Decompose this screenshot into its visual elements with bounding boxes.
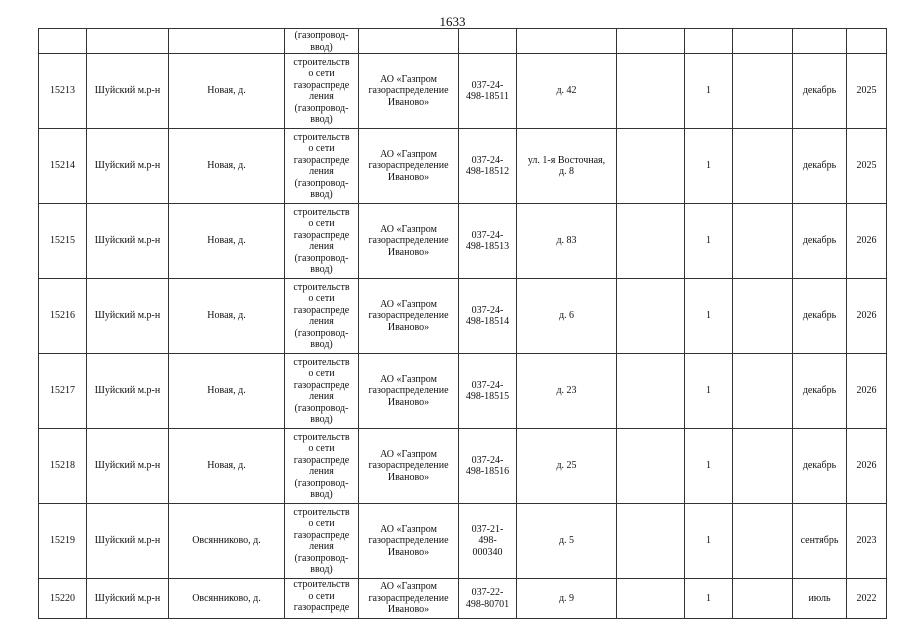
cell-number: 15217	[39, 354, 87, 429]
cell-line: АО «Газпром	[380, 223, 437, 235]
cell-organization	[359, 579, 459, 619]
cell-year: 2026	[847, 204, 887, 279]
cell-empty	[359, 29, 459, 54]
cell-line: 498-	[478, 535, 497, 547]
cell-line: строительств	[293, 131, 350, 143]
cell-organization	[359, 429, 459, 504]
cell-empty	[733, 54, 793, 129]
cell-code	[459, 429, 517, 504]
cell-line: газораспреде	[293, 79, 350, 91]
cell-year: 2025	[847, 129, 887, 204]
cell-district: Шуйский м.р-н	[87, 354, 169, 429]
cell-year: 2022	[847, 579, 887, 619]
cell-line: 037-24-	[471, 454, 504, 466]
cell-line: ления	[309, 316, 334, 327]
cell-organization	[359, 129, 459, 204]
cell-address	[517, 129, 617, 204]
cell-line: 037-21-	[471, 523, 504, 535]
cell-district: Шуйский м.р-н	[87, 504, 169, 579]
cell-line: АО «Газпром	[380, 73, 437, 85]
cell-quantity: 1	[685, 129, 733, 204]
cell-purpose	[285, 204, 359, 279]
cell-quantity: 1	[685, 579, 733, 619]
cell-organization	[359, 354, 459, 429]
cell-line: о сети	[308, 518, 335, 529]
cell-line: ул. 1-я Восточная,	[527, 154, 606, 166]
cell-line: 037-24-	[471, 229, 504, 241]
table-row	[39, 279, 887, 354]
cell-empty	[617, 504, 685, 579]
cell-line: ввод)	[310, 114, 333, 125]
cell-line: 037-22-	[471, 587, 504, 598]
table-body	[39, 29, 887, 619]
cell-line: о сети	[308, 443, 335, 454]
cell-line: ввод)	[310, 489, 333, 500]
cell-line: о сети	[308, 143, 335, 154]
cell-empty	[733, 204, 793, 279]
cell-empty	[733, 504, 793, 579]
cell-year: 2023	[847, 504, 887, 579]
cell-code	[459, 354, 517, 429]
cell-line: газораспреде	[293, 529, 350, 541]
cell-purpose	[285, 504, 359, 579]
cell-line: (газопровод-	[294, 552, 349, 564]
cell-line: строительств	[293, 56, 350, 68]
cell-month: июль	[793, 579, 847, 619]
cell-code	[459, 54, 517, 129]
cell-district: Шуйский м.р-н	[87, 579, 169, 619]
cell-line: Иваново»	[387, 96, 430, 108]
cell-line: газораспределение	[368, 592, 449, 604]
cell-code	[459, 204, 517, 279]
cell-line: о сети	[308, 590, 335, 602]
cell-address	[517, 279, 617, 354]
cell-address	[517, 354, 617, 429]
table-row	[39, 204, 887, 279]
cell-line: о сети	[308, 68, 335, 79]
cell-line: д. 42	[556, 85, 577, 97]
cell-locality: Новая, д.	[169, 354, 285, 429]
cell-empty	[617, 29, 685, 54]
cell-line: Иваново»	[387, 471, 430, 483]
cell-empty	[733, 354, 793, 429]
cell-line: ления	[309, 466, 334, 477]
cell-line: строительств	[293, 281, 350, 293]
cell-line: газораспределение	[368, 385, 449, 397]
cell-quantity: 1	[685, 204, 733, 279]
cell-code	[459, 129, 517, 204]
cell-purpose	[285, 29, 359, 54]
cell-month: декабрь	[793, 204, 847, 279]
cell-empty	[733, 429, 793, 504]
cell-year: 2025	[847, 54, 887, 129]
cell-locality: Новая, д.	[169, 54, 285, 129]
cell-code	[459, 279, 517, 354]
cell-line: газораспределение	[368, 535, 449, 547]
cell-quantity: 1	[685, 54, 733, 129]
cell-district: Шуйский м.р-н	[87, 54, 169, 129]
cell-line: Иваново»	[387, 546, 430, 558]
cell-line: Иваново»	[387, 246, 430, 258]
cell-empty	[617, 204, 685, 279]
cell-line: Иваново»	[387, 321, 430, 333]
table-row	[39, 429, 887, 504]
cell-locality: Новая, д.	[169, 429, 285, 504]
cell-organization	[359, 204, 459, 279]
cell-empty	[733, 29, 793, 54]
cell-line: (газопровод-	[294, 102, 349, 114]
cell-line: о сети	[308, 293, 335, 304]
table-row	[39, 354, 887, 429]
cell-month: декабрь	[793, 354, 847, 429]
cell-line: АО «Газпром	[380, 448, 437, 460]
cell-quantity: 1	[685, 279, 733, 354]
cell-number: 15220	[39, 579, 87, 619]
cell-line: газораспределение	[368, 460, 449, 472]
cell-line: строительств	[293, 356, 350, 368]
cell-empty	[685, 29, 733, 54]
cell-line: (газопровод-	[294, 402, 349, 414]
cell-line: 037-24-	[471, 79, 504, 91]
cell-empty	[617, 579, 685, 619]
cell-district: Шуйский м.р-н	[87, 204, 169, 279]
cell-address	[517, 204, 617, 279]
cell-line: строительств	[293, 206, 350, 218]
cell-line: д. 9	[558, 592, 575, 604]
cell-empty	[733, 129, 793, 204]
cell-month: декабрь	[793, 129, 847, 204]
cell-empty	[733, 579, 793, 619]
cell-line: газораспределение	[368, 160, 449, 172]
cell-organization	[359, 279, 459, 354]
cell-number: 15218	[39, 429, 87, 504]
cell-line: 037-24-	[471, 154, 504, 166]
cell-line: 498-18516	[465, 466, 510, 477]
cell-line: д. 8	[558, 166, 575, 177]
cell-number	[39, 29, 87, 54]
cell-line: ления	[309, 241, 334, 252]
cell-district: Шуйский м.р-н	[87, 279, 169, 354]
cell-year: 2026	[847, 354, 887, 429]
cell-line: 498-80701	[465, 598, 510, 610]
cell-line: 000340	[472, 546, 503, 558]
cell-line: газораспределение	[368, 85, 449, 97]
cell-line: АО «Газпром	[380, 581, 437, 593]
cell-line: строительств	[293, 506, 350, 518]
cell-address	[517, 54, 617, 129]
cell-line: 037-24-	[471, 304, 504, 316]
table-row	[39, 579, 887, 619]
cell-address	[517, 504, 617, 579]
cell-line: строительств	[293, 431, 350, 443]
cell-organization	[359, 54, 459, 129]
cell-empty	[617, 129, 685, 204]
cell-district	[87, 29, 169, 54]
cell-line: Иваново»	[387, 171, 430, 183]
page-number: 1633	[439, 14, 466, 29]
cell-purpose	[285, 129, 359, 204]
cell-month: сентябрь	[793, 504, 847, 579]
cell-line: 037-24-	[471, 379, 504, 391]
cell-number: 15216	[39, 279, 87, 354]
cell-month: декабрь	[793, 279, 847, 354]
cell-line: (газопровод-	[294, 252, 349, 264]
cell-locality: Новая, д.	[169, 204, 285, 279]
cell-line: ввод)	[310, 41, 333, 53]
cell-line: д. 23	[556, 385, 577, 397]
cell-locality: Овсянниково, д.	[169, 504, 285, 579]
cell-line: (газопровод-	[294, 477, 349, 489]
cell-purpose	[285, 279, 359, 354]
cell-line: 498-18514	[465, 316, 510, 327]
cell-line: Иваново»	[387, 604, 430, 616]
cell-quantity: 1	[685, 429, 733, 504]
cell-purpose	[285, 354, 359, 429]
cell-quantity: 1	[685, 354, 733, 429]
cell-locality: Новая, д.	[169, 129, 285, 204]
table-row	[39, 129, 887, 204]
cell-purpose	[285, 429, 359, 504]
cell-locality	[169, 29, 285, 54]
cell-line: д. 83	[556, 235, 577, 247]
cell-quantity: 1	[685, 504, 733, 579]
cell-line: 498-18511	[466, 91, 509, 102]
cell-line: ления	[309, 91, 334, 102]
cell-line: (газопровод-	[294, 177, 349, 189]
cell-address	[517, 579, 617, 619]
cell-empty	[793, 29, 847, 54]
cell-code	[459, 579, 517, 619]
cell-line: 498-18513	[465, 241, 510, 252]
cell-empty	[517, 29, 617, 54]
cell-line: ления	[309, 391, 334, 402]
cell-line: газораспреде	[293, 379, 350, 391]
cell-number: 15219	[39, 504, 87, 579]
cell-line: газораспреде	[293, 229, 350, 241]
cell-line: д. 6	[558, 310, 575, 322]
cell-empty	[733, 279, 793, 354]
cell-line: ления	[309, 541, 334, 552]
cell-number: 15214	[39, 129, 87, 204]
gasification-register-table	[38, 28, 887, 619]
cell-number: 15213	[39, 54, 87, 129]
cell-line: газораспреде	[293, 154, 350, 166]
cell-line: Иваново»	[387, 396, 430, 408]
table-row	[39, 504, 887, 579]
table-row	[39, 54, 887, 129]
cell-line: газораспреде	[293, 602, 350, 613]
cell-line: (газопровод-	[294, 30, 349, 41]
cell-line: ввод)	[310, 564, 333, 575]
cell-empty	[617, 429, 685, 504]
cell-line: (газопровод-	[294, 327, 349, 339]
cell-district: Шуйский м.р-н	[87, 129, 169, 204]
cell-locality: Овсянниково, д.	[169, 579, 285, 619]
cell-line: ления	[309, 166, 334, 177]
cell-line: АО «Газпром	[380, 523, 437, 535]
cell-purpose	[285, 54, 359, 129]
cell-number: 15215	[39, 204, 87, 279]
cell-line: ввод)	[310, 414, 333, 425]
cell-empty	[617, 354, 685, 429]
cell-line: д. 25	[556, 460, 577, 472]
cell-year: 2026	[847, 279, 887, 354]
cell-code	[459, 504, 517, 579]
cell-line: 498-18512	[465, 166, 510, 177]
cell-line: газораспреде	[293, 304, 350, 316]
cell-purpose	[285, 579, 359, 619]
table-row-partial-top	[39, 29, 887, 54]
cell-empty	[617, 54, 685, 129]
cell-line: АО «Газпром	[380, 148, 437, 160]
cell-line: АО «Газпром	[380, 298, 437, 310]
cell-line: 498-18515	[465, 391, 510, 402]
cell-locality: Новая, д.	[169, 279, 285, 354]
cell-organization	[359, 504, 459, 579]
cell-line: ввод)	[310, 264, 333, 275]
cell-line: ввод)	[310, 189, 333, 200]
cell-line: строительств	[293, 579, 350, 590]
cell-empty	[459, 29, 517, 54]
cell-line: газораспределение	[368, 235, 449, 247]
cell-address	[517, 429, 617, 504]
cell-district: Шуйский м.р-н	[87, 429, 169, 504]
cell-line: газораспределение	[368, 310, 449, 322]
cell-line: о сети	[308, 218, 335, 229]
cell-line: о сети	[308, 368, 335, 379]
cell-month: декабрь	[793, 54, 847, 129]
cell-line: д. 5	[558, 535, 575, 547]
cell-year: 2026	[847, 429, 887, 504]
cell-month: декабрь	[793, 429, 847, 504]
cell-empty	[847, 29, 887, 54]
cell-empty	[617, 279, 685, 354]
cell-line: газораспреде	[293, 454, 350, 466]
cell-line: АО «Газпром	[380, 373, 437, 385]
cell-line: ввод)	[310, 339, 333, 350]
